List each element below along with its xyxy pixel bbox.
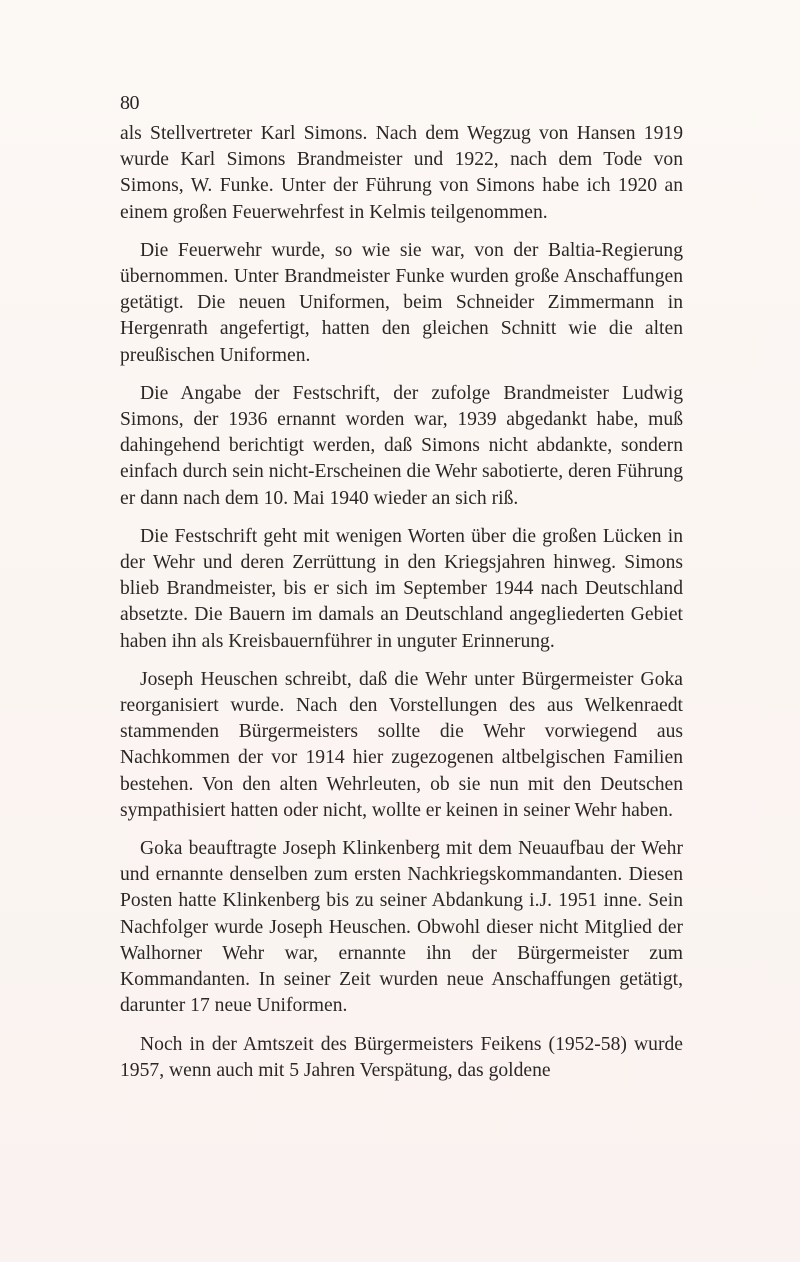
- page-number: 80: [120, 92, 139, 114]
- paragraph-1: als Stellvertreter Karl Simons. Nach dem Wegzug von Hansen 1919 wurde Karl Simons Brandmeister und 1922, nach dem Tode von Simons, W. Funke. Unter der Führung von Simons habe ich 1920 an einem großen Feuerwehrfest in Kelmis teilgenommen.: [120, 123, 683, 223]
- paragraph-4: Die Festschrift geht mit wenigen Worten über die großen Lücken in der Wehr und deren Zerrüttung in den Kriegsjahren hinweg. Simons blieb Brandmeister, bis er sich im September 1944 nach Deutschland absetzte. Die Bauern im damals an Deutschland angegliederten Gebiet haben ihn als Kreisbauernführer in unguter Erinnerung.: [120, 525, 683, 652]
- paragraph-3: Die Angabe der Festschrift, der zufolge Brandmeister Ludwig Simons, der 1936 ernannt worden war, 1939 abgedankt habe, muß dahingehend berichtigt werden, daß Simons nicht abdankte, sondern einfach durch sein nicht-Erscheinen die Wehr sabotierte, deren Führung er dann nach dem 10. Mai 1940 wieder an sich riß.: [120, 382, 683, 509]
- body-text: [120, 121, 683, 1096]
- paragraph-6: Goka beauftragte Joseph Klinkenberg mit dem Neuaufbau der Wehr und ernannte denselben zum ersten Nachkriegskommandanten. Diesen Posten hatte Klinkenberg bis zu seiner Abdankung i.J. 1951 inne. Sein Nachfolger wurde Joseph Heuschen. Obwohl dieser nicht Mitglied der Walhorner Wehr war, ernannte ihn der Bürgermeister zum Kommandanten. In seiner Zeit wurden neue Anschaffungen getätigt, darunter 17 neue Uniformen.: [120, 838, 683, 1017]
- paragraph-5: Joseph Heuschen schreibt, daß die Wehr unter Bürgermeister Goka reorganisiert wurde. Nach den Vorstellungen des aus Welkenraedt stammenden Bürgermeisters sollte die Wehr vorwiegend aus Nachkommen der vor 1914 hier zugezogenen altbelgischen Familien bestehen. Von den alten Wehrleuten, ob sie nun mit den Deutschen sympathisiert hatten oder nicht, wollte er keinen in seiner Wehr haben.: [120, 668, 683, 821]
- paragraph-2: Die Feuerwehr wurde, so wie sie war, von der Baltia-Regierung übernommen. Unter Brandmeister Funke wurden große Anschaffungen getätigt. Die neuen Uniformen, beim Schneider Zimmermann in Hergenrath angefertigt, hatten den gleichen Schnitt wie die alten preußischen Uniformen.: [120, 239, 683, 366]
- paragraph-7: Noch in der Amtszeit des Bürgermeisters Feikens (1952-58) wurde 1957, wenn auch mit 5 Jahren Verspätung, das goldene: [120, 1033, 683, 1081]
